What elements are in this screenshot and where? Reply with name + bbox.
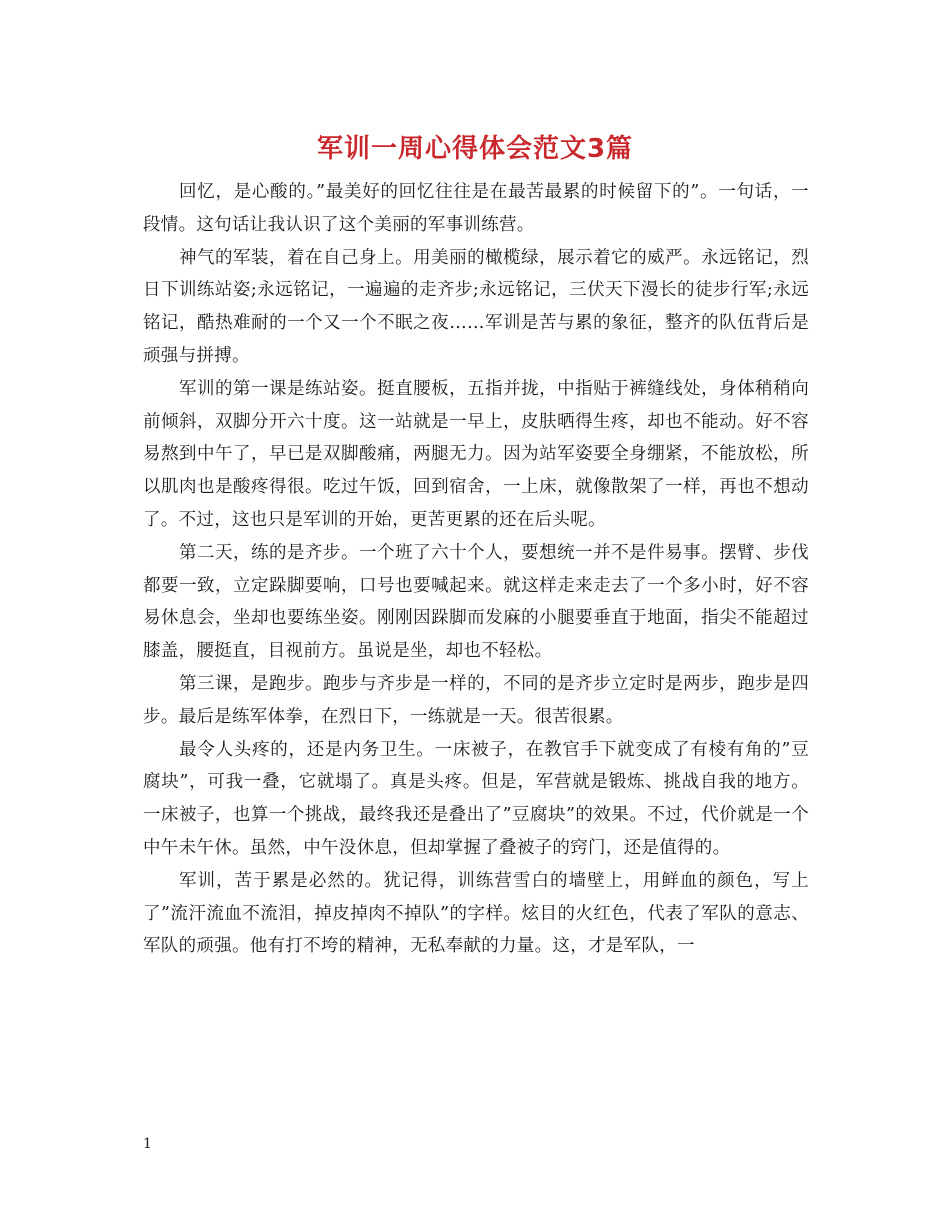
paragraph-2: 神气的军装，着在自己身上。用美丽的橄榄绿，展示着它的威严。永远铭记，烈日下训练站姿;永远铭记，一遍遍的走齐步;永远铭记，三伏天下漫长的徒步行军;永远铭记，酷热难耐的一个又一个不眠之夜……军训是苦与累的象征，整齐的队伍背后是顽强与拼搏。 <box>143 247 809 366</box>
document-title: 军训一周心得体会范文3篇 <box>316 134 634 164</box>
document-body <box>143 176 809 963</box>
paragraph-4: 第二天，练的是齐步。一个班了六十个人，要想统一并不是件易事。摆臂、步伐都要一致，立定跺脚要响，口号也要喊起来。就这样走来走去了一个多小时，好不容易休息会，坐却也要练坐姿。刚刚因跺脚而发麻的小腿要垂直于地面，指尖不能超过膝盖，腰挺直，目视前方。虽说是坐，却也不轻松。 <box>143 542 809 662</box>
paragraph-5: 第三课，是跑步。跑步与齐步是一样的，不同的是齐步立定时是两步，跑步是四步。最后是练军体拳，在烈日下，一练就是一天。很苦很累。 <box>143 673 809 727</box>
paragraph-6: 最令人头疼的，还是内务卫生。一床被子，在教官手下就变成了有棱有角的”豆腐块”，可我一叠，它就塌了。真是头疼。但是，军营就是锻炼、挑战自我的地方。一床被子，也算一个挑战，最终我还是叠出了”豆腐块”的效果。不过，代价就是一个中午未午休。虽然，中午没休息，但却掌握了叠被子的窍门，还是值得的。 <box>143 739 809 858</box>
paragraph-7: 军训，苦于累是必然的。犹记得，训练营雪白的墙壁上，用鲜血的颜色，写上了”流汗流血不流泪，掉皮掉肉不掉队”的字样。炫目的火红色，代表了军队的意志、军队的顽强。他有打不垮的精神，无私奉献的力量。这，才是军队，一 <box>143 870 809 957</box>
paragraph-3: 军训的第一课是练站姿。挺直腰板，五指并拢，中指贴于裤缝线处，身体稍稍向前倾斜，双脚分开六十度。这一站就是一早上，皮肤晒得生疼，却也不能动。好不容易熬到中午了，早已是双脚酸痛，两腿无力。因为站军姿要全身绷紧，不能放松，所以肌肉也是酸疼得很。吃过午饭，回到宿舍，一上床，就像散架了一样，再也不想动了。不过，这也只是军训的开始，更苦更累的还在后头呢。 <box>143 378 809 530</box>
page-number: 1 <box>143 1136 152 1152</box>
paragraph-1: 回忆，是心酸的。”最美好的回忆往往是在最苦最累的时候留下的”。一句话，一段情。这句话让我认识了这个美丽的军事训练营。 <box>143 182 809 235</box>
